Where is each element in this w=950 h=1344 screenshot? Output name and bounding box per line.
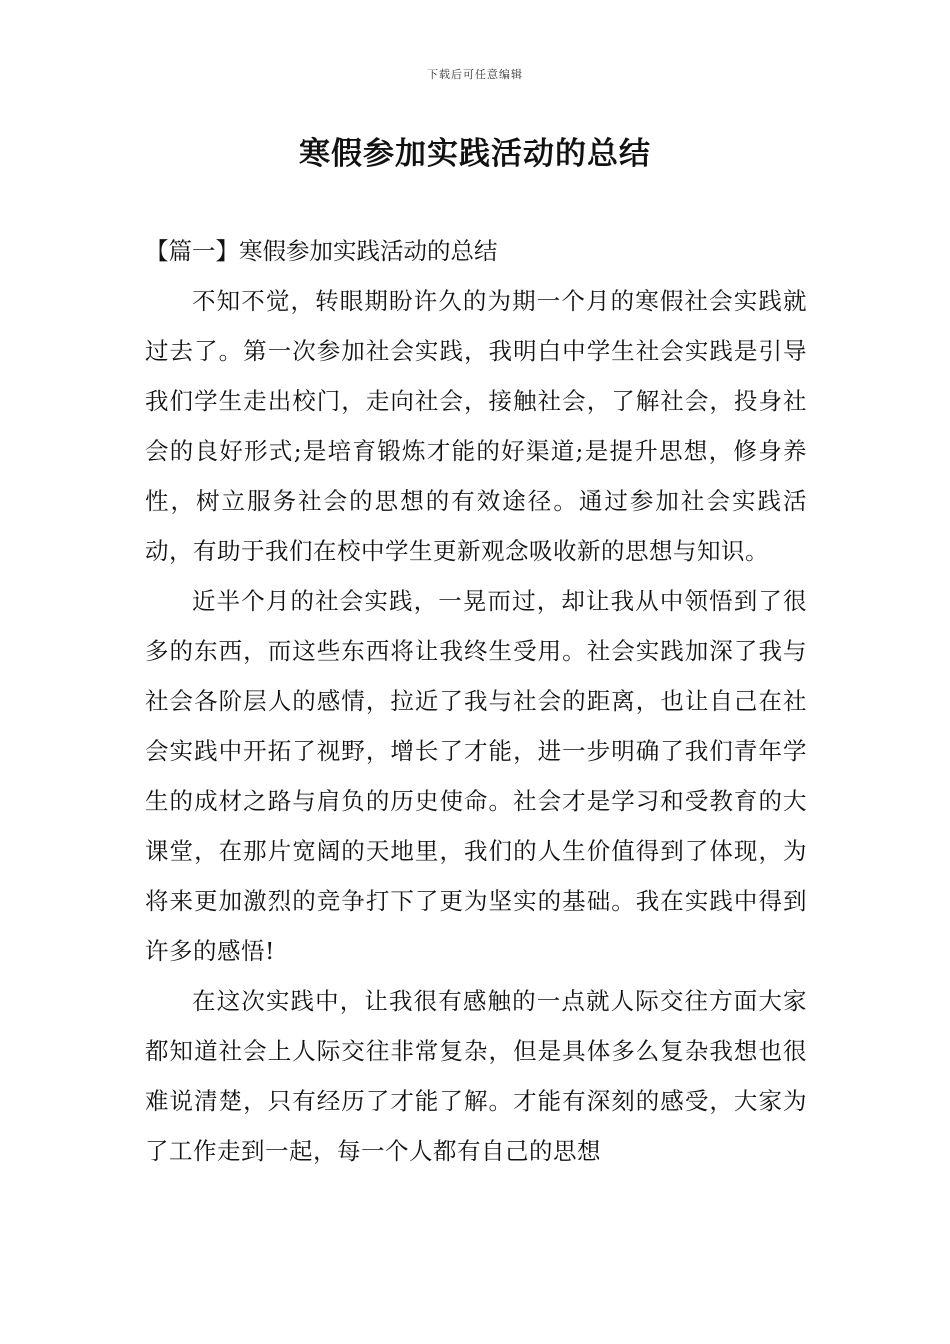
paragraph-2: 近半个月的社会实践，一晃而过，却让我从中领悟到了很多的东西，而这些东西将让我终生受用。社会实践加深了我与社会各阶层人的感情，拉近了我与社会的距离，也让自己在社会实践中开拓了视野，增长了才能，进一步明确了我们青年学生的成材之路与肩负的历史使命。社会才是学习和受教育的大课堂，在那片宽阔的天地里，我们的人生价值得到了体现，为将来更加激烈的竞争打下了更为坚实的基础。我在实践中得到许多的感悟! <box>145 587 807 965</box>
section-heading: 【篇一】寒假参加实践活动的总结 <box>145 237 498 265</box>
paragraph-1: 不知不觉，转眼期盼许久的为期一个月的寒假社会实践就过去了。第一次参加社会实践，我明白中学生社会实践是引导我们学生走出校门，走向社会，接触社会，了解社会，投身社会的良好形式;是培育锻炼才能的好渠道;是提升思想，修身养性，树立服务社会的思想的有效途径。通过参加社会实践活动，有助于我们在校中学生更新观念吸收新的思想与知识。 <box>145 287 807 565</box>
header-note: 下载后可任意编辑 <box>427 68 523 81</box>
document-title: 寒假参加实践活动的总结 <box>299 136 651 172</box>
paragraph-3: 在这次实践中，让我很有感触的一点就人际交往方面大家都知道社会上人际交往非常复杂，但是具体多么复杂我想也很难说清楚，只有经历了才能了解。才能有深刻的感受，大家为了工作走到一起，每一个人都有自己的思想 <box>145 987 807 1165</box>
document-body <box>145 226 807 1176</box>
